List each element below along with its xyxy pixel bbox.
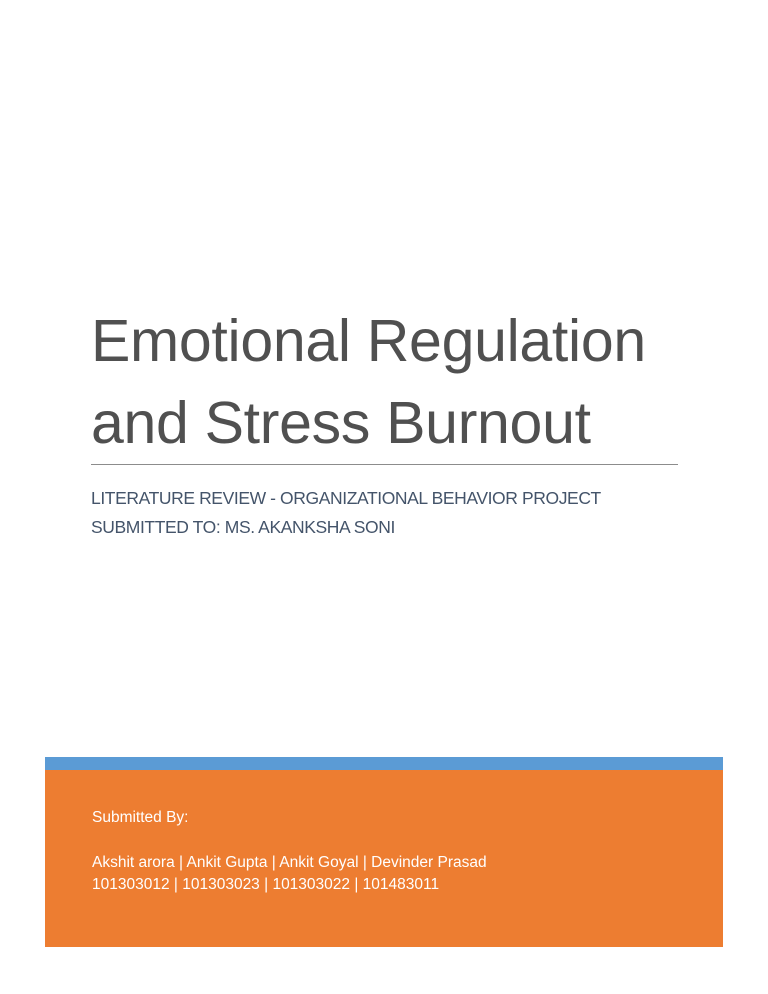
title-line-1: Emotional Regulation	[91, 308, 646, 374]
roll-numbers-line: 101303012 | 101303023 | 101303022 | 101483011	[92, 876, 440, 893]
subtitle-line-submitted-to: SUBMITTED TO: MS. AKANKSHA SONI	[91, 517, 395, 537]
subtitle-line-project: LITERATURE REVIEW - ORGANIZATIONAL BEHAVIOR PROJECT	[91, 488, 601, 508]
title-line-2: and Stress Burnout	[91, 390, 591, 456]
document-subtitle	[91, 484, 731, 542]
document-title	[91, 300, 731, 464]
title-divider	[91, 464, 678, 465]
accent-band	[45, 757, 723, 770]
members-line: Akshit arora | Ankit Gupta | Ankit Goyal | Devinder Prasad	[92, 854, 487, 871]
submission-panel	[45, 770, 723, 947]
submitted-by-label: Submitted By:	[92, 809, 189, 826]
